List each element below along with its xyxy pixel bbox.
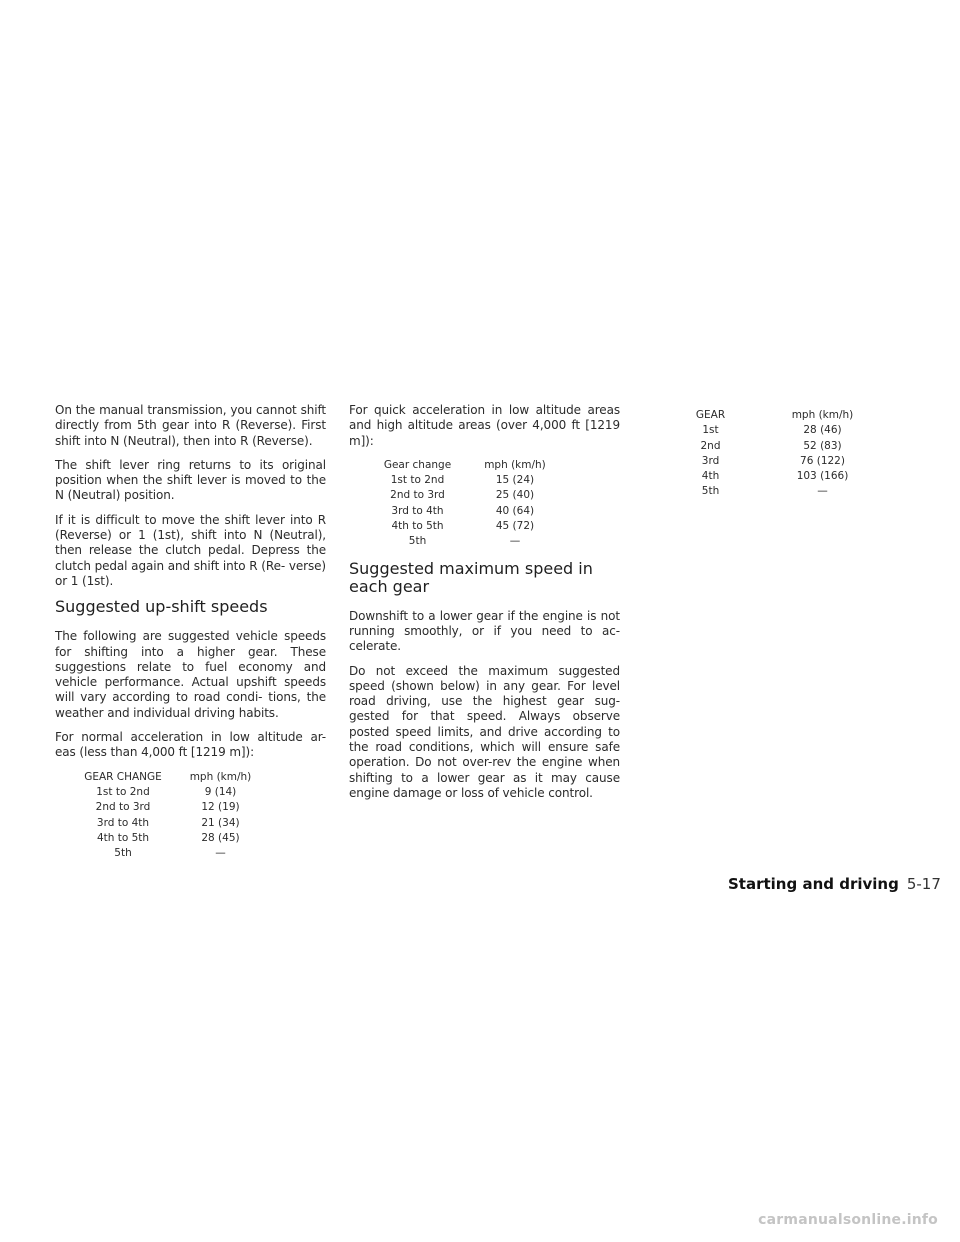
table-header-speed: mph (km/h) [189, 770, 252, 783]
table-header-row [379, 458, 574, 473]
table-header-gear: GEAR CHANGE [84, 770, 162, 783]
table-header-speed: mph (km/h) [484, 458, 546, 471]
table-cell-gear: 2nd to 3rd [390, 489, 445, 502]
table-header-row [83, 770, 278, 785]
table-cell-gear: 3rd to 4th [96, 816, 150, 829]
table-row [83, 846, 278, 861]
table-row [83, 816, 278, 831]
paragraph-shift-lever-ring: The shift lever ring returns to its original position when the shift lever is moved to the N (Neutral) position. [55, 457, 326, 503]
table-cell-speed: — [509, 535, 521, 548]
paragraph-up-shift-intro: The following are suggested vehicle speeds for shifting into a higher gear. These suggestions relate to fuel economy and vehicle performance. Actual upshift speeds will vary according to road condi- tions, the weather and individual driving habits. [55, 629, 326, 720]
column-middle [349, 403, 620, 810]
table-row [83, 831, 278, 846]
table-cell-speed: 28 (46) [803, 424, 842, 437]
table-normal-acceleration [83, 770, 278, 862]
paragraph-downshift: Downshift to a lower gear if the engine is not running smoothly, or if you need to ac- celerate. [349, 608, 620, 654]
table-cell-gear: 2nd [700, 439, 721, 452]
table-cell-speed: 103 (166) [796, 470, 849, 483]
table-cell-speed: 76 (122) [800, 454, 845, 467]
paragraph-quick-acceleration: For quick acceleration in low altitude areas and high altitude areas (over 4,000 ft [1219 m]): [349, 403, 620, 448]
paragraph-normal-acceleration: For normal acceleration in low altitude ar- eas (less than 4,000 ft [1219 m]): [55, 730, 326, 760]
table-cell-speed: 9 (14) [204, 785, 237, 798]
paragraph-difficult-shift: If it is difficult to move the shift lever into R (Reverse) or 1 (1st), shift into N (Neutral), then release the clutch pedal. Depress the clutch pedal again and shift into R (Re- verse) or 1 (1st). [55, 512, 326, 588]
table-cell-speed: 52 (83) [803, 439, 842, 452]
watermark: carmanualsonline.info [758, 1212, 938, 1228]
table-cell-speed: 45 (72) [495, 520, 535, 533]
column-left [55, 403, 326, 871]
table-cell-gear: 5th [701, 485, 720, 498]
table-cell-gear: 5th [114, 847, 132, 860]
table-maximum-speed [690, 408, 914, 500]
table-row [379, 473, 574, 488]
table-cell-gear: 1st to 2nd [96, 785, 150, 798]
table-cell-gear: 2nd to 3rd [95, 801, 151, 814]
heading-up-shift-speeds: Suggested up-shift speeds [55, 597, 268, 617]
footer-page-number: 5-17 [906, 875, 941, 893]
table-row [690, 423, 914, 438]
table-header-row [690, 408, 914, 423]
table-cell-gear: 3rd to 4th [391, 504, 444, 517]
table-cell-gear: 3rd [701, 454, 720, 467]
paragraph-max-speed-warning: Do not exceed the maximum suggested speed (shown below) in any gear. For level road driving, use the highest gear sug- gested for that speed. Always observe posted speed limits, and drive according to the road conditions, which will ensure safe operation. Do not over-rev the engine when shifting to a lower gear as it may cause engine damage or loss of vehicle control. [349, 663, 620, 800]
table-row [83, 785, 278, 800]
table-row [690, 469, 914, 484]
table-cell-gear: 5th [408, 535, 427, 548]
table-row [379, 519, 574, 534]
table-cell-gear: 4th to 5th [96, 831, 150, 844]
table-cell-speed: 21 (34) [201, 816, 240, 829]
column-right [643, 403, 914, 510]
table-cell-speed: 25 (40) [495, 489, 535, 502]
table-cell-speed: — [215, 847, 226, 860]
table-cell-speed: 12 (19) [201, 801, 240, 814]
table-row [690, 454, 914, 469]
table-cell-speed: 40 (64) [495, 504, 535, 517]
table-cell-gear: 4th to 5th [391, 520, 444, 533]
table-cell-speed: — [817, 485, 828, 498]
table-cell-speed: 15 (24) [495, 474, 535, 487]
table-row [379, 504, 574, 519]
footer-section-title: Starting and driving [728, 875, 899, 893]
table-cell-gear: 1st [702, 424, 719, 437]
paragraph-reverse-shift: On the manual transmission, you cannot shift directly from 5th gear into R (Reverse). First shift into N (Neutral), then into R (Reverse). [55, 403, 326, 448]
table-cell-gear: 4th [701, 470, 720, 483]
table-row [83, 800, 278, 815]
table-row [690, 484, 914, 499]
table-cell-gear: 1st to 2nd [390, 474, 445, 487]
table-row [379, 534, 574, 549]
table-row [379, 488, 574, 503]
table-row [690, 439, 914, 454]
table-quick-acceleration [379, 458, 574, 550]
table-header-speed: mph (km/h) [791, 409, 854, 421]
table-header-gear: Gear change [383, 458, 452, 471]
table-cell-speed: 28 (45) [201, 831, 240, 844]
table-header-gear: GEAR [695, 409, 726, 421]
page-footer [728, 875, 941, 893]
heading-maximum-speed: Suggested maximum speed in each gear [349, 558, 593, 596]
